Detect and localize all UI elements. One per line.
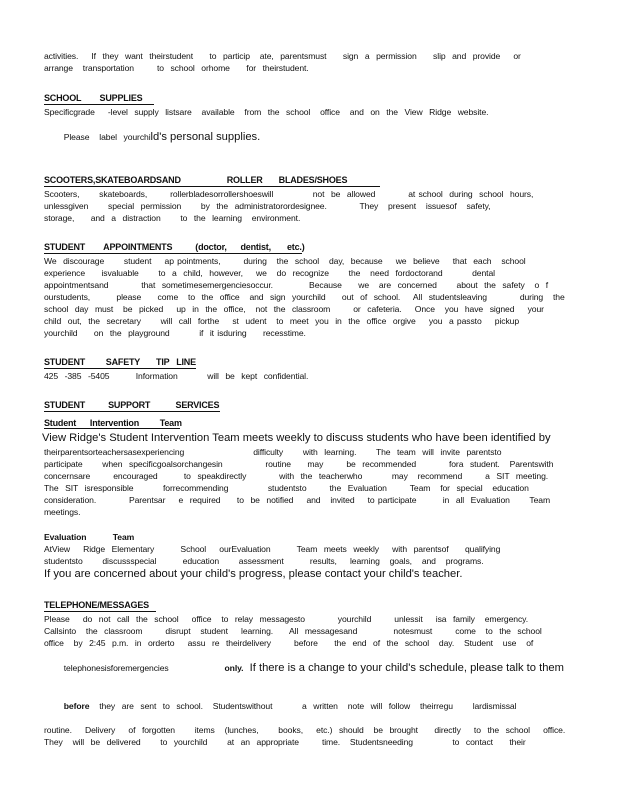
body-text-bold: only. (224, 663, 244, 673)
body-text-bold: before (63, 701, 90, 711)
body-line: theirparentsorteachersasexperiencing difficulty with learning. The team will invite parentsto (44, 447, 502, 457)
body-text-large: If there is a change to your child's schedule, please talk to them (243, 662, 564, 674)
section-heading: TELEPHONE/MESSAGES (44, 600, 156, 612)
telephone-messages-section (44, 595, 604, 748)
body-line: studentsto discussspecial education assessment results, learning goals, and programs. (44, 556, 484, 566)
support-services-section (44, 395, 604, 518)
body-line: school day must be picked up in the office, not the classroom or cafeteria. Once you have signed your (44, 304, 544, 314)
body-line: storage, and a distraction to the learning environment. (44, 213, 301, 223)
body-line: appointmentsand that sometimesemergenciesoccur. Because we are concerned about the safety o f (44, 280, 549, 290)
body-line: We discourage student ap pointments, during the school day, because we believe that each school (44, 256, 526, 266)
body-line (44, 649, 604, 688)
scooters-section (44, 170, 604, 224)
section-heading: STUDENT SUPPORT SERVICES (44, 400, 220, 410)
body-text: telephonesisforemergencies (63, 663, 225, 673)
body-line: experience isvaluable to a child, however, we do recognize the need fordoctorand dental (44, 268, 495, 278)
body-line: unlessgiven special permission by the administratorordesignee. They present issuesof safety, (44, 201, 491, 211)
body-line: participate when specificgoalsorchangesin routine may be recommended fora student. Parentswith (44, 459, 554, 469)
body-line-large: View Ridge's Student Intervention Team meets weekly to discuss students who have been identified by (42, 432, 551, 444)
subsection-heading: Evaluation Team (44, 532, 135, 542)
body-line: Please do not call the school office to relay messagesto yourchild unlessit isa family emergency. (44, 614, 528, 624)
body-line: office by 2:45 p.m. in orderto assu re theirdelivery before the end of the school day. Student use of (44, 638, 534, 648)
body-line: yourchild on the playground if it isduring recesstime. (44, 328, 306, 338)
section-heading: STUDENT SAFETY TIP LINE (44, 357, 196, 367)
body-text-large: ld's personal supplies. (150, 131, 261, 143)
appointments-section (44, 237, 604, 339)
body-line: Scooters, skateboards, rollerbladesorrollershoeswill not be allowed at school during school hours, (44, 189, 534, 199)
body-line: The SIT isresponsible forrecommending studentsto the Evaluation Team for special education (44, 483, 529, 493)
document-page (44, 50, 604, 761)
body-line: consideration. Parentsar e required to be notified and invited to participate in all Evaluation Team (44, 495, 551, 505)
body-line: Specificgrade -level supply listsare available from the school office and on the View Ridge website. (44, 107, 489, 117)
section-heading: STUDENT APPOINTMENTS (doctor, dentist, etc.) (44, 242, 305, 252)
body-line (44, 118, 604, 157)
body-text: Please label yourchi (63, 132, 151, 142)
body-line-large: If you are concerned about your child's progress, please contact your child's teacher. (44, 568, 463, 580)
body-line: AtView Ridge Elementary School ourEvaluation Team meets weekly with parentsof qualifying (44, 544, 501, 554)
evaluation-team-section (44, 531, 604, 582)
body-line: 425 -385 -5405 Information will be kept confidential. (44, 371, 309, 381)
school-supplies-section (44, 88, 604, 157)
body-line (44, 688, 604, 724)
body-line: arrange transportation to school orhome for theirstudent. (44, 63, 309, 73)
body-line: They will be delivered to yourchild at an appropriate time. Studentsneeding to contact their (44, 737, 526, 747)
body-text: they are sent to school. Studentswithout a written note will follow theirregu lardismissal (89, 701, 517, 711)
body-line: Callsinto the classroom disrupt student learning. All messagesand notesmust come to the school (44, 626, 542, 636)
body-line: concernsare encouraged to speakdirectly with the teacherwho may recommend a SIT meeting. (44, 471, 549, 481)
intro-section (44, 50, 604, 74)
subsection-heading: Student Intervention Team (44, 418, 182, 428)
section-heading: SCOOTERS,SKATEBOARDSAND ROLLER BLADES/SHOES (44, 175, 380, 187)
tip-line-section (44, 352, 604, 382)
body-line: ourstudents, please come to the office and sign yourchild out of school. All studentsleaving during the (44, 292, 565, 302)
body-line: child out, the secretary will call forthe st udent to meet you in the office orgive you a passto pickup (44, 316, 520, 326)
body-line: meetings. (44, 507, 81, 517)
body-line: activities. If they want theirstudent to particip ate, parentsmust sign a permission slip and provide or (44, 51, 521, 61)
body-line: routine. Delivery of forgotten items (lunches, books, etc.) should be brought directly to the school office. (44, 725, 566, 735)
section-heading: SCHOOL SUPPLIES (44, 93, 154, 105)
